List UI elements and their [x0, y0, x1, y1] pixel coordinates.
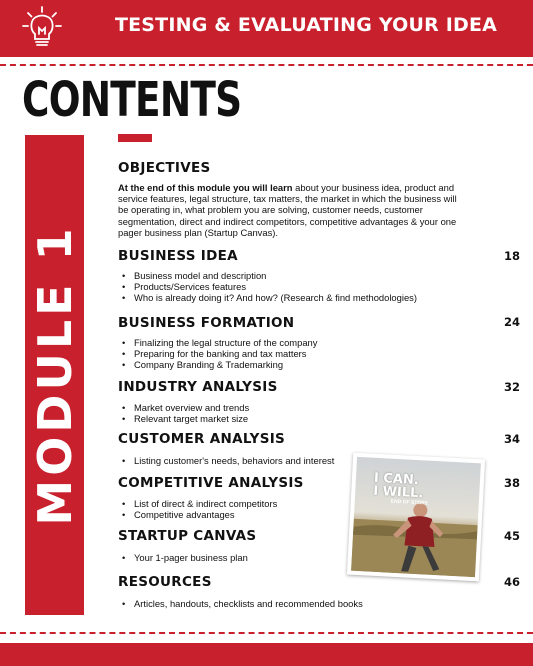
list-item: • Your 1-pager business plan: [120, 552, 248, 563]
list-item: • Preparing for the banking and tax matters: [120, 348, 317, 359]
footer-bar: [0, 643, 533, 666]
list-item: • Listing customer's needs, behaviors and interest: [120, 455, 334, 466]
page-number-business-formation: 24: [503, 315, 520, 329]
poster-slogan: [373, 472, 424, 501]
page-number-resources: 46: [503, 575, 520, 589]
poster-line-2: I WILL.: [372, 483, 424, 502]
objectives-heading: OBJECTIVES: [118, 160, 211, 176]
poster-tagline: END OF STORY.: [390, 498, 429, 507]
section-items-competitive-analysis: [120, 498, 277, 520]
objectives-intro-text: about your business idea, product and service features, legal structure, tax matters, the market in which the business will be operating in, what problem you are solving, customer needs, customer segmentation, direct and indirect competitors, competitive advantages & your one pager business plan (Startup Canvas).: [118, 182, 457, 238]
section-heading-startup-canvas: STARTUP CANVAS: [118, 528, 257, 544]
list-item: • Who is already doing it? And how? (Research & find methodologies): [120, 292, 417, 303]
motivational-poster: [347, 453, 485, 582]
page-number-business-idea: 18: [503, 249, 520, 263]
bottom-dashed-divider: [0, 632, 533, 634]
list-item: • Products/Services features: [120, 281, 417, 292]
page-number-startup-canvas: 45: [503, 529, 520, 543]
list-item: • Market overview and trends: [120, 402, 249, 413]
section-heading-competitive-analysis: COMPETITIVE ANALYSIS: [118, 475, 304, 491]
title-accent-bar: [118, 134, 152, 142]
section-heading-business-idea: BUSINESS IDEA: [118, 248, 238, 264]
section-items-business-formation: [120, 337, 317, 370]
page-number-customer-analysis: 34: [503, 432, 520, 446]
list-item: • Business model and description: [120, 270, 417, 281]
objectives-intro: [118, 182, 458, 238]
poster-photo: [351, 457, 481, 577]
section-items-startup-canvas: [120, 552, 248, 563]
section-items-business-idea: [120, 270, 417, 303]
list-item: • Company Branding & Trademarking: [120, 359, 317, 370]
section-items-industry-analysis: [120, 402, 249, 424]
objectives-intro-bold: At the end of this module you will learn: [118, 182, 293, 193]
page-title: CONTENTS: [22, 72, 242, 128]
page-number-competitive-analysis: 38: [503, 476, 520, 490]
header-bar: [0, 0, 533, 57]
section-items-customer-analysis: [120, 455, 334, 466]
section-heading-industry-analysis: INDUSTRY ANALYSIS: [118, 379, 278, 395]
list-item: • Competitive advantages: [120, 509, 277, 520]
lightbulb-icon: [18, 4, 66, 52]
section-items-resources: [120, 598, 363, 609]
list-item: • Articles, handouts, checklists and recommended books: [120, 598, 363, 609]
poster-line-1: I CAN.: [373, 470, 420, 489]
header-title: TESTING & EVALUATING YOUR IDEA: [114, 14, 498, 36]
page-number-industry-analysis: 32: [503, 380, 520, 394]
list-item: • Relevant target market size: [120, 413, 249, 424]
section-heading-customer-analysis: CUSTOMER ANALYSIS: [118, 431, 286, 447]
section-heading-resources: RESOURCES: [118, 574, 212, 590]
module-label: MODULE 1: [28, 224, 82, 526]
list-item: • Finalizing the legal structure of the company: [120, 337, 317, 348]
list-item: • List of direct & indirect competitors: [120, 498, 277, 509]
section-heading-business-formation: BUSINESS FORMATION: [118, 315, 295, 331]
top-dashed-divider: [0, 64, 533, 66]
